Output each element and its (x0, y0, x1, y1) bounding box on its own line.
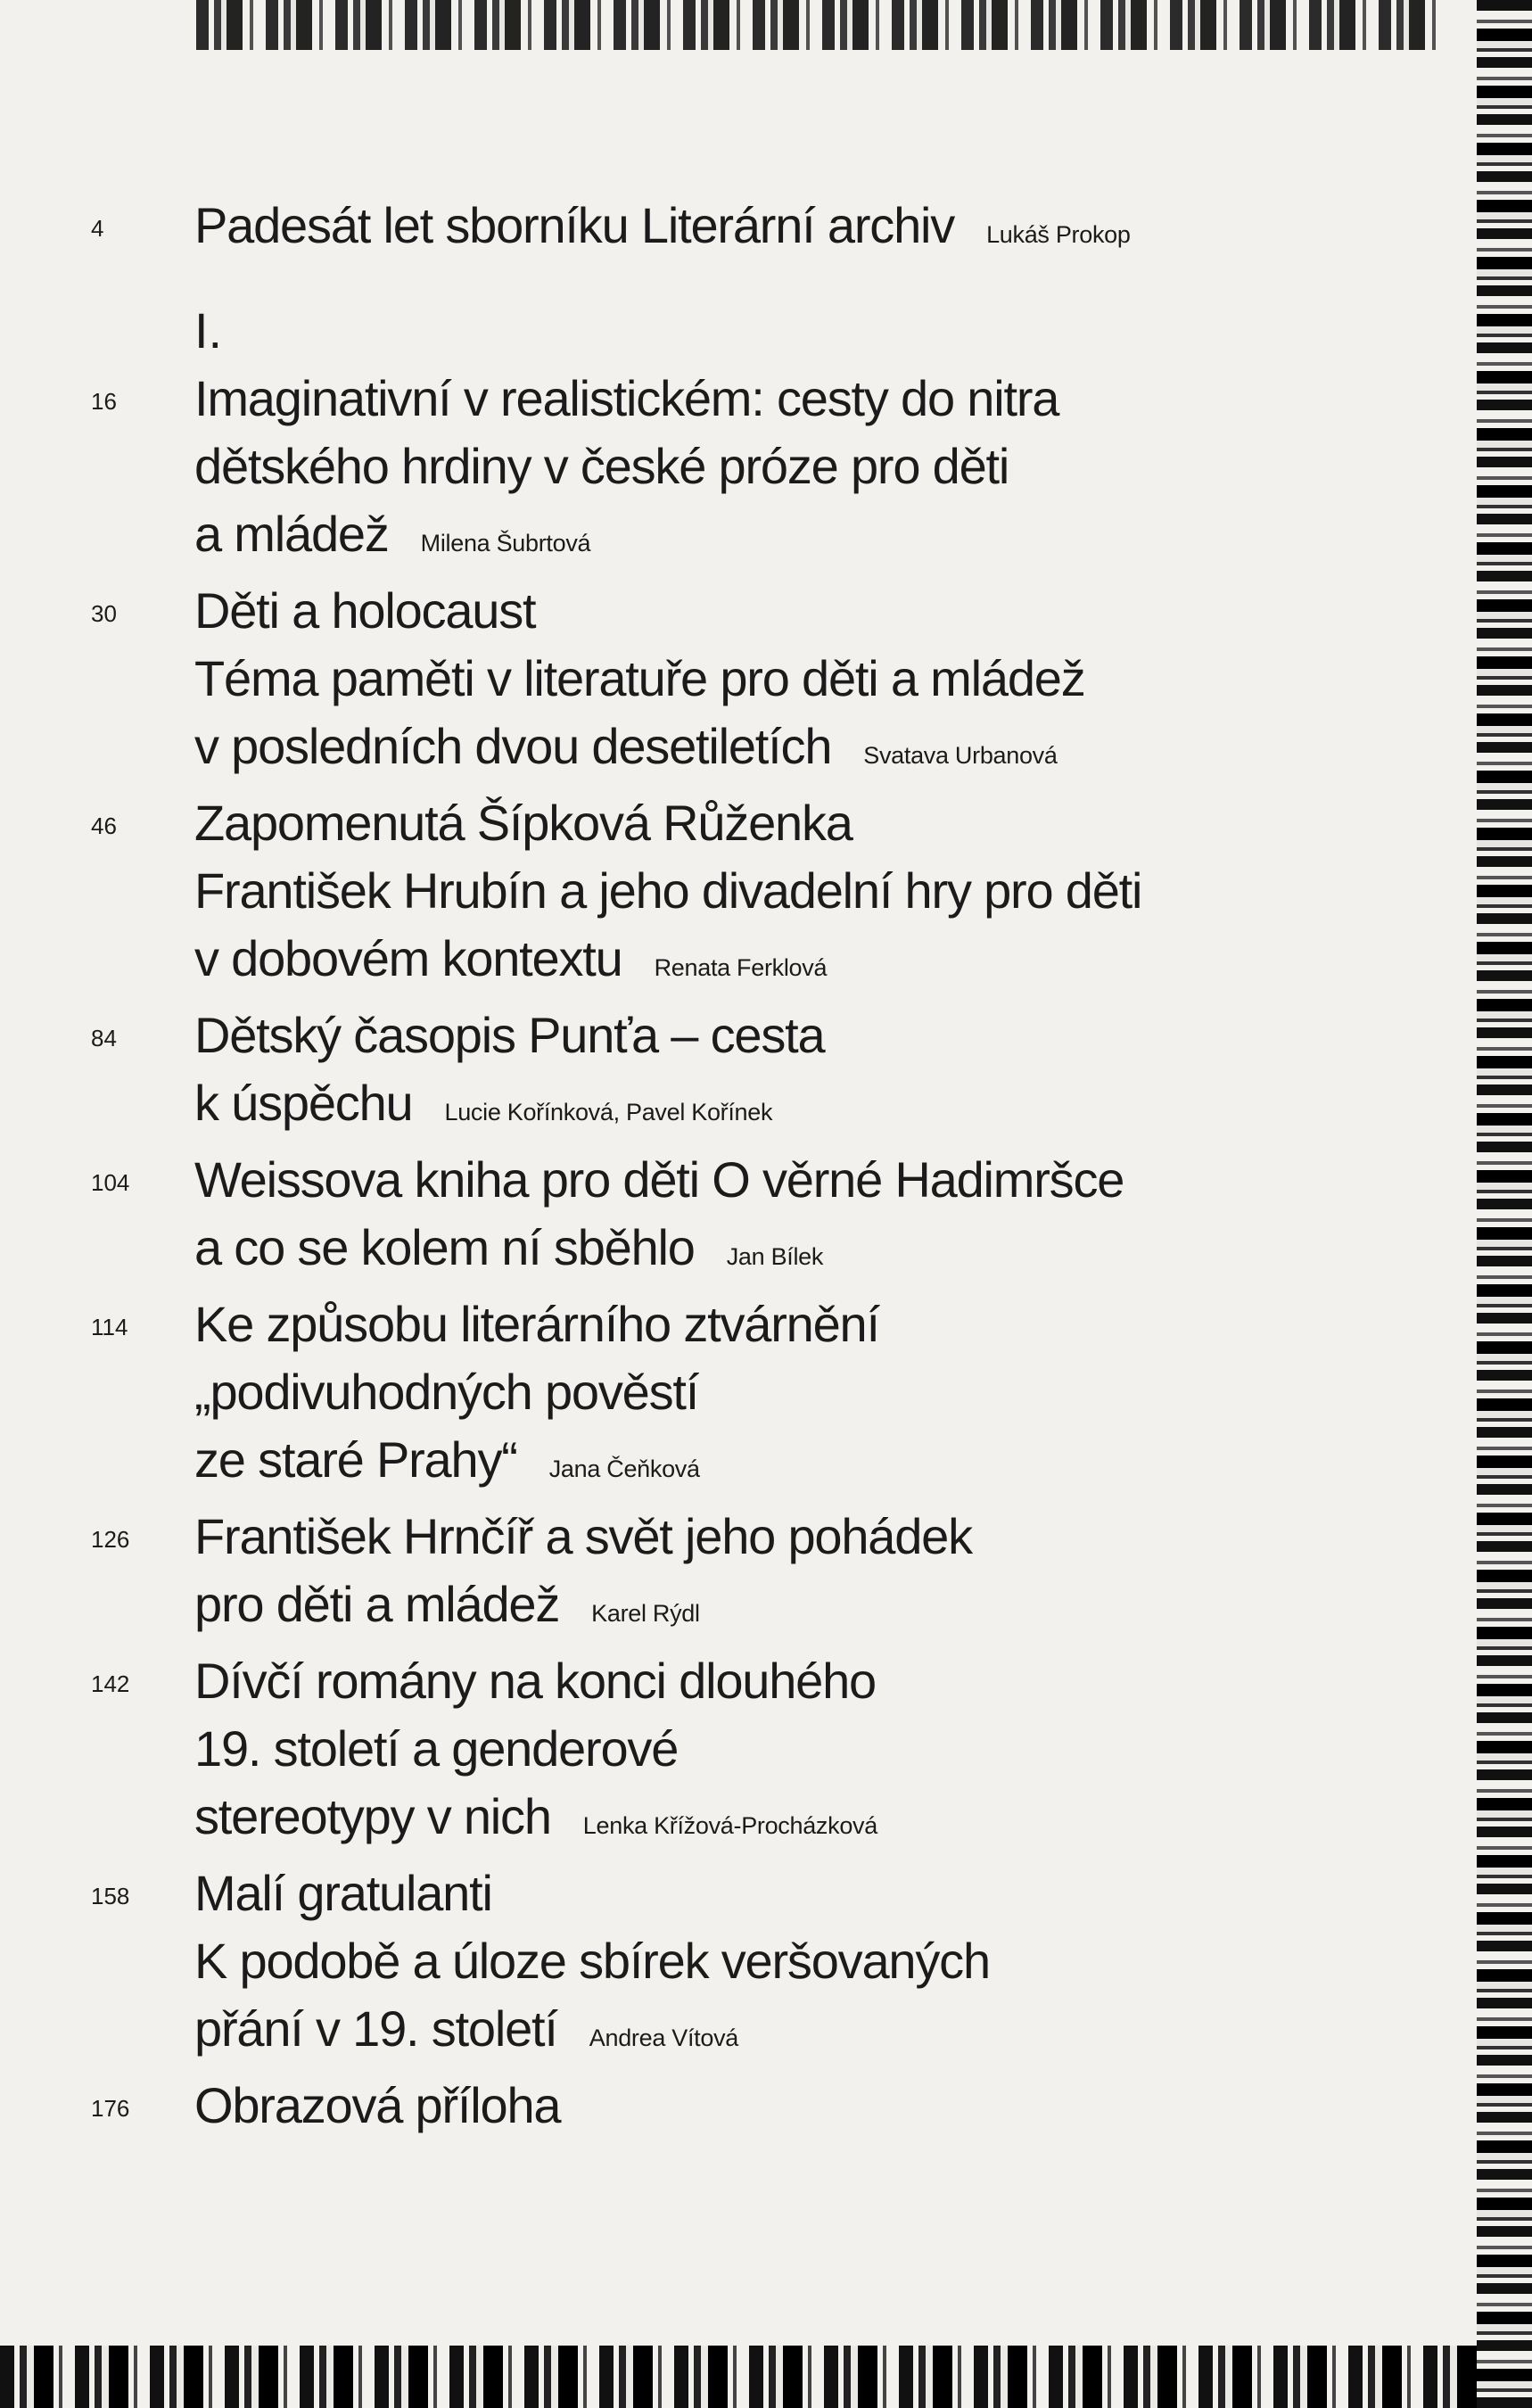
entry-title-text: Imaginativní v realistickém: cesty do nitra (194, 370, 1059, 426)
entry-author: Renata Ferklová (654, 954, 828, 981)
right-barcode-decoration (1477, 0, 1532, 2408)
page-number: 158 (91, 1883, 130, 1909)
entry-title-line (194, 1995, 1427, 2072)
entry-title-text: František Hrnčíř a svět jeho pohádek (194, 1508, 972, 1564)
page-number: 142 (91, 1670, 130, 1697)
entry-title-line (194, 1860, 1427, 1927)
entry-title-line (194, 1783, 1427, 1860)
entry-title-text: stereotypy v nich (194, 1788, 551, 1844)
toc-entry (0, 1291, 1427, 1503)
entry-title-line (194, 1503, 1427, 1571)
entry-author: Svatava Urbanová (863, 742, 1058, 769)
entry-title-text: Dětský časopis Punťa – cesta (194, 1007, 825, 1063)
entry-author: Jan Bílek (726, 1243, 824, 1270)
entry-title-line (194, 577, 1427, 645)
entry-title-text: Padesát let sborníku Literární archiv (194, 197, 955, 253)
entry-title-text: Obrazová příloha (194, 2077, 561, 2133)
entry-author: Lukáš Prokop (986, 221, 1131, 248)
page-number: 4 (91, 215, 104, 242)
toc-section-entries (0, 365, 1427, 2140)
section-heading: I. (194, 302, 223, 359)
page-number: 30 (91, 600, 117, 627)
toc-entry (0, 1002, 1427, 1146)
entry-title-line (194, 789, 1427, 857)
page-number: 104 (91, 1169, 130, 1196)
toc-entry (0, 1146, 1427, 1291)
entry-title-line (194, 713, 1427, 789)
entry-title-line (194, 1715, 1427, 1783)
toc-entry (0, 1503, 1427, 1647)
entry-title-text: K podobě a úloze sbírek veršovaných (194, 1933, 990, 1989)
page-number: 84 (91, 1025, 117, 1051)
entry-title-line (194, 1291, 1427, 1358)
entry-title-text: dětského hrdiny v české próze pro děti (194, 438, 1009, 494)
entry-author: Jana Čeňková (548, 1456, 700, 1482)
entry-title-text: Zapomenutá Šípková Růženka (194, 795, 852, 851)
entry-title-text: Děti a holocaust (194, 582, 536, 639)
bottom-barcode-decoration (0, 2346, 1477, 2408)
entry-title-text: Weissova kniha pro děti O věrné Hadimršce (194, 1151, 1124, 1208)
toc-entry (0, 365, 1427, 577)
entry-title-line (194, 1647, 1427, 1715)
entry-title-line (194, 1426, 1427, 1503)
toc-entry (0, 789, 1427, 1002)
entry-author: Andrea Vítová (589, 2025, 738, 2051)
entry-title-line (194, 1214, 1427, 1291)
toc-entry (0, 192, 1427, 268)
entry-title-text: 19. století a genderové (194, 1720, 679, 1777)
page-number: 176 (91, 2095, 130, 2122)
page-number: 114 (91, 1314, 128, 1340)
table-of-contents (0, 192, 1427, 2140)
toc-entry (0, 577, 1427, 789)
entry-title-text: Malí gratulanti (194, 1865, 492, 1921)
entry-author: Milena Šubrtová (420, 530, 591, 557)
entry-title-text: ze staré Prahy“ (194, 1431, 517, 1488)
entry-title-text: v dobovém kontextu (194, 930, 622, 986)
entry-title-line (194, 192, 1427, 268)
entry-title-text: v posledních dvou desetiletích (194, 718, 832, 774)
entry-title-text: Téma paměti v literatuře pro děti a mládež (194, 650, 1085, 706)
entry-title-text: Dívčí romány na konci dlouhého (194, 1653, 876, 1709)
entry-author: Lucie Kořínková, Pavel Kořínek (444, 1099, 773, 1126)
entry-title-line (194, 2072, 1427, 2140)
entry-title-text: František Hrubín a jeho divadelní hry pro děti (194, 862, 1142, 919)
entry-title-line (194, 925, 1427, 1002)
entry-title-line (194, 1571, 1427, 1647)
entry-title-line (194, 1927, 1427, 1995)
entry-title-text: a mládež (194, 506, 389, 562)
page-number: 16 (91, 388, 117, 415)
entry-title-text: přání v 19. století (194, 2000, 557, 2057)
entry-title-text: pro děti a mládež (194, 1576, 560, 1632)
toc-entry (0, 1860, 1427, 2072)
entry-title-line (194, 433, 1427, 500)
entry-title-text: Ke způsobu literárního ztvárnění (194, 1296, 879, 1352)
toc-intro-entries (0, 192, 1427, 268)
entry-title-line (194, 1069, 1427, 1146)
toc-entry (0, 2072, 1427, 2140)
entry-title-line (194, 1146, 1427, 1214)
entry-title-line (194, 500, 1427, 577)
entry-title-line (194, 857, 1427, 925)
entry-title-line (194, 645, 1427, 713)
entry-title-line (194, 1002, 1427, 1069)
entry-title-line (194, 365, 1427, 433)
entry-title-line (194, 1358, 1427, 1426)
entry-title-text: „podivuhodných pověstí (194, 1364, 699, 1420)
page-number: 126 (91, 1526, 130, 1553)
page-number: 46 (91, 812, 117, 839)
entry-title-text: k úspěchu (194, 1075, 413, 1131)
top-barcode-decoration (196, 0, 1436, 50)
entry-author: Karel Rýdl (591, 1600, 700, 1627)
toc-entry (0, 1647, 1427, 1860)
entry-author: Lenka Křížová-Procházková (582, 1812, 877, 1839)
entry-title-text: a co se kolem ní sběhlo (194, 1219, 695, 1275)
